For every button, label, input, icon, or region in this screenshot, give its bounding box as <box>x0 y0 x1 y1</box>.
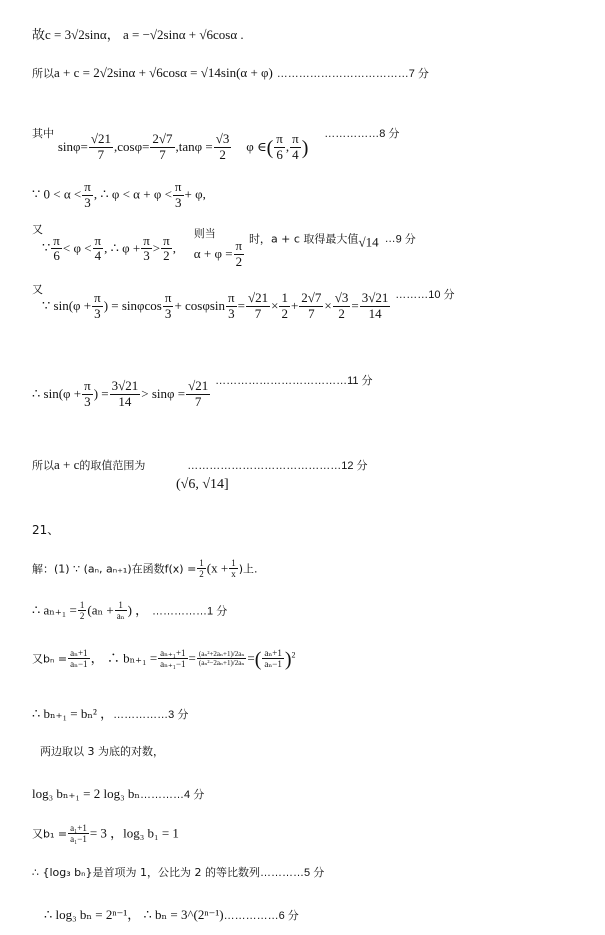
frac-cos-phi: $\frac{2√7}{7}$ <box>152 131 173 162</box>
line-1 <box>32 28 244 41</box>
dot-leader: ……………………………… <box>276 68 409 80</box>
line-2 <box>32 66 429 80</box>
line-8: 所以a + c的取值范围为 ……………………………………12 分 <box>32 457 368 472</box>
eq-c-alpha: 故c = 3√2sinα， a = −√2sinα + √6cosα . <box>32 27 244 42</box>
line-12: 又bₙ = $\frac{\text{aₙ+1}}{\text{aₙ−1}}$ ， ∴ bₙ₊₁ = $\frac{\text{aₙ₊₁+1}}{\text{aₙ₊₁−1}}$ = $\frac{\text{(aₙ²+2aₙ+1)/2aₙ}}{\text{(aₙ²−2aₙ+1)/2aₙ}}$ =( $\frac{\text{aₙ+1}}{\text{aₙ−1}}$ )$^2$ <box>32 648 296 671</box>
line-10: 解：(1) ∵ (aₙ, aₙ₊₁)在函数f(x) = $\frac{1}{2}$ (x + $\frac{1}{x}$ )上. <box>32 558 258 580</box>
score-9: 9 分 <box>395 233 416 246</box>
question-21: 21、 <box>32 523 60 537</box>
line-11: ∴ aₙ₊₁ = $\frac{1}{2}$ (aₙ + $\frac{1}{\text{aₙ}}$ ) ， ……………1 分 <box>32 600 228 622</box>
then-label: 则当 <box>193 227 216 240</box>
condition-block: 则当 α + φ = $\frac{\pi}{2}$ <box>194 228 245 270</box>
line-3: 其中 sinφ= $\frac{√21}{7}$ ,cosφ= $\frac{2√7}{7}$ ,tanφ = $\frac{√3}{2}$ φ ∈( $\frac{\pi}{6}$ , $\frac{\pi}{4}$ ) ……………8 分 <box>32 127 400 162</box>
score-10: 10 分 <box>428 289 455 301</box>
prefix-suoyi: 所以 <box>32 67 54 80</box>
frac-result: $\frac{3√21}{14}$ <box>361 290 389 321</box>
score-8: 8 分 <box>379 128 400 140</box>
score-12: 12 分 <box>341 460 368 472</box>
score-7: 7 分 <box>408 68 429 80</box>
line-7: ∴ sin(φ + $\frac{\pi}{3}$ ) = $\frac{3√21}{14}$ > sinφ = $\frac{√21}{7}$ ………………………………11 分 <box>32 375 373 409</box>
sin-phi-label: sinφ= <box>57 139 88 154</box>
score-4: 4 分 <box>184 789 205 801</box>
line-18: ∴ log₃ bₙ = 2ⁿ⁻¹， ∴ bₙ = 3^(2ⁿ⁻¹)……………6 分 <box>44 907 299 922</box>
cos-phi-label: ,cosφ= <box>113 139 150 154</box>
max-value-text: a + c 取得最大值 <box>270 232 359 246</box>
phi-in: φ ∈ <box>246 139 267 154</box>
score-11: 11 分 <box>347 375 373 387</box>
line-6: 又 ∵ sin(φ + $\frac{\pi}{3}$ ) = sinφcos $\frac{\pi}{3}$ + cosφsin $\frac{\pi}{3}$ = $\frac{√21}{7}$ × $\frac{1}{2}$ + $\frac{2√7}{7}$ × $\frac{√3}{2}$ = $\frac{3√21}{14}$ ………10 分 <box>32 283 455 321</box>
frac-int-b: $\frac{\pi}{4}$ <box>292 131 299 162</box>
frac-int-a: $\frac{\pi}{6}$ <box>276 131 283 162</box>
frac-sin-phi: $\frac{√21}{7}$ <box>90 131 111 162</box>
score-3: 3 分 <box>168 709 189 721</box>
range-answer: (√6, √14] <box>176 477 229 492</box>
ineq-alpha: ∵ 0 < α < <box>32 186 82 202</box>
prefix-you: 又 <box>32 283 43 296</box>
line-15: log₃ bₙ₊₁ = 2 log₃ bₙ…………4 分 <box>32 786 205 801</box>
paren-open: ( <box>266 137 274 159</box>
score-1: 1 分 <box>207 605 228 618</box>
dot-leader: …………… <box>324 128 380 140</box>
tan-phi-label: ,tanφ = <box>175 139 213 154</box>
frac-pi-3: $\frac{\pi}{3}$ <box>84 179 91 210</box>
score-5: 5 分 <box>304 867 325 879</box>
score-6: 6 分 <box>278 910 299 922</box>
max-value: √14 <box>358 234 379 250</box>
frac-pi-3b: $\frac{\pi}{3}$ <box>174 179 182 210</box>
frac-tan-phi: $\frac{√3}{2}$ <box>215 131 230 162</box>
prefix-you: 又 <box>32 223 43 236</box>
line-17: ∴ {log₃ bₙ}是首项为 1，公比为 2 的等比数列…………5 分 <box>32 866 325 879</box>
eq-sum: a + c = 2√2sinα + √6cosα = √14sin(α + φ) <box>54 65 273 80</box>
ineq-phi: , ∴ φ < α + φ < <box>93 186 172 202</box>
line-13: ∴ bₙ₊₁ = bₙ² ，……………3 分 <box>32 706 189 721</box>
line-16: 又b₁ = $\frac{\text{a₁+1}}{\text{a₁−1}}$ = 3 ，log₃ b₁ = 1 <box>32 823 179 845</box>
line-14: 两边取以 3 为底的对数， <box>40 745 164 758</box>
paren-close: ) <box>301 137 309 159</box>
prefix-qizhong: 其中 <box>32 127 54 140</box>
line-5: 又 ∵ $\frac{\pi}{6}$ < φ < $\frac{\pi}{4}$ , ∴ φ + $\frac{\pi}{3}$ > $\frac{\pi}{2}$ , 则当 α + φ = $\frac{\pi}{2}$ 时，a + c 取得最大值√14 …9 分 <box>32 223 416 269</box>
line-4: ∵ 0 < α < $\frac{\pi}{3}$ , ∴ φ < α + φ < $\frac{\pi}{3}$ + φ, <box>32 179 206 210</box>
